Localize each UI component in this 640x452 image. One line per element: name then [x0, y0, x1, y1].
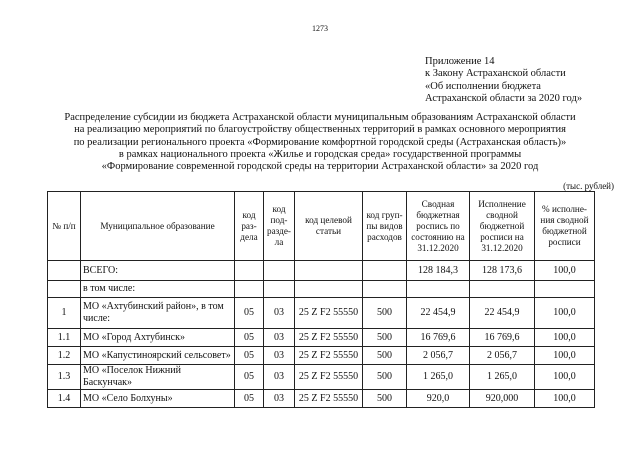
- header-row: [48, 192, 595, 261]
- row-budget: 16 769,6: [407, 329, 470, 347]
- header-target: код целевой статьи: [295, 192, 363, 261]
- row-execution: 1 265,0: [470, 365, 535, 390]
- row-group: 500: [363, 365, 407, 390]
- row-execution: 920,000: [470, 390, 535, 408]
- table-row: [48, 365, 595, 390]
- header-section: код раз-дела: [235, 192, 264, 261]
- header-num: № п/п: [48, 192, 81, 261]
- header-expense-group: код груп-пы видов расходов: [363, 192, 407, 261]
- row-subsection: 03: [264, 298, 295, 329]
- row-target: 25 Z F2 55550: [295, 365, 363, 390]
- row-municipality: МО «Город Ахтубинск»: [81, 329, 235, 347]
- row-section: 05: [235, 390, 264, 408]
- row-group: 500: [363, 390, 407, 408]
- table-row: [48, 390, 595, 408]
- row-percent: 100,0: [535, 329, 595, 347]
- title-line: в рамках национального проекта «Жилье и городская среда» государственной программы: [118, 148, 522, 160]
- table-row: [48, 329, 595, 347]
- row-subsection: 03: [264, 329, 295, 347]
- row-budget: 2 056,7: [407, 347, 470, 365]
- including-row: [48, 281, 595, 298]
- row-num: 1.3: [48, 365, 81, 390]
- page-number: 1273: [312, 24, 328, 33]
- row-group: 500: [363, 329, 407, 347]
- appendix-line: Астраханской области за 2020 год»: [425, 92, 583, 104]
- row-municipality: МО «Капустиноярский сельсовет»: [81, 347, 235, 365]
- row-municipality: МО «Поселок Нижний Баскунчак»: [81, 365, 235, 390]
- row-execution: 16 769,6: [470, 329, 535, 347]
- total-row: [48, 261, 595, 281]
- total-budget: 128 184,3: [407, 261, 470, 281]
- appendix-line: к Закону Астраханской области: [425, 68, 566, 80]
- title-line: на реализацию мероприятий по благоустройству общественных территорий в рамках основного мероприятия: [74, 124, 566, 136]
- row-execution: 2 056,7: [470, 347, 535, 365]
- row-municipality: МО «Ахтубинский район», в том числе:: [81, 298, 235, 329]
- subsidy-table: [47, 191, 595, 408]
- row-num: 1: [48, 298, 81, 329]
- row-section: 05: [235, 365, 264, 390]
- row-section: 05: [235, 329, 264, 347]
- row-group: 500: [363, 298, 407, 329]
- total-label: ВСЕГО:: [81, 261, 235, 281]
- row-num: 1.4: [48, 390, 81, 408]
- header-subsection: код под-разде-ла: [264, 192, 295, 261]
- table-row: [48, 347, 595, 365]
- total-execution: 128 173,6: [470, 261, 535, 281]
- appendix-line: Приложение 14: [425, 56, 495, 67]
- row-target: 25 Z F2 55550: [295, 298, 363, 329]
- row-percent: 100,0: [535, 390, 595, 408]
- units-label: (тыс. рублей): [563, 181, 614, 191]
- row-percent: 100,0: [535, 298, 595, 329]
- row-budget: 920,0: [407, 390, 470, 408]
- table-row: [48, 298, 595, 329]
- row-target: 25 Z F2 55550: [295, 390, 363, 408]
- row-percent: 100,0: [535, 365, 595, 390]
- row-budget: 22 454,9: [407, 298, 470, 329]
- row-target: 25 Z F2 55550: [295, 329, 363, 347]
- header-execution: Исполнение сводной бюджетной росписи на 31.12.2020: [470, 192, 535, 261]
- header-municipality: Муниципальное образование: [81, 192, 235, 261]
- row-num: 1.1: [48, 329, 81, 347]
- title-line: Распределение субсидии из бюджета Астраханской области муниципальным образованиям Астраханской области: [64, 112, 576, 123]
- document-title: [40, 112, 600, 173]
- row-section: 05: [235, 347, 264, 365]
- including-label: в том числе:: [81, 281, 235, 298]
- row-budget: 1 265,0: [407, 365, 470, 390]
- total-percent: 100,0: [535, 261, 595, 281]
- row-subsection: 03: [264, 365, 295, 390]
- row-percent: 100,0: [535, 347, 595, 365]
- title-line: по реализации регионального проекта «Формирование комфортной городской среды (Астраханская область)»: [73, 136, 567, 148]
- appendix-header: [425, 56, 582, 105]
- row-section: 05: [235, 298, 264, 329]
- row-municipality: МО «Село Болхуны»: [81, 390, 235, 408]
- appendix-line: «Об исполнении бюджета: [425, 80, 541, 92]
- header-budget: Сводная бюджетная роспись по состоянию на 31.12.2020: [407, 192, 470, 261]
- title-line: «Формирование современной городской среды на территории Астраханской области» за 2020 год: [101, 161, 539, 173]
- row-group: 500: [363, 347, 407, 365]
- header-percent: % исполне-ния сводной бюджетной росписи: [535, 192, 595, 261]
- row-target: 25 Z F2 55550: [295, 347, 363, 365]
- row-num: 1.2: [48, 347, 81, 365]
- row-subsection: 03: [264, 347, 295, 365]
- row-subsection: 03: [264, 390, 295, 408]
- row-execution: 22 454,9: [470, 298, 535, 329]
